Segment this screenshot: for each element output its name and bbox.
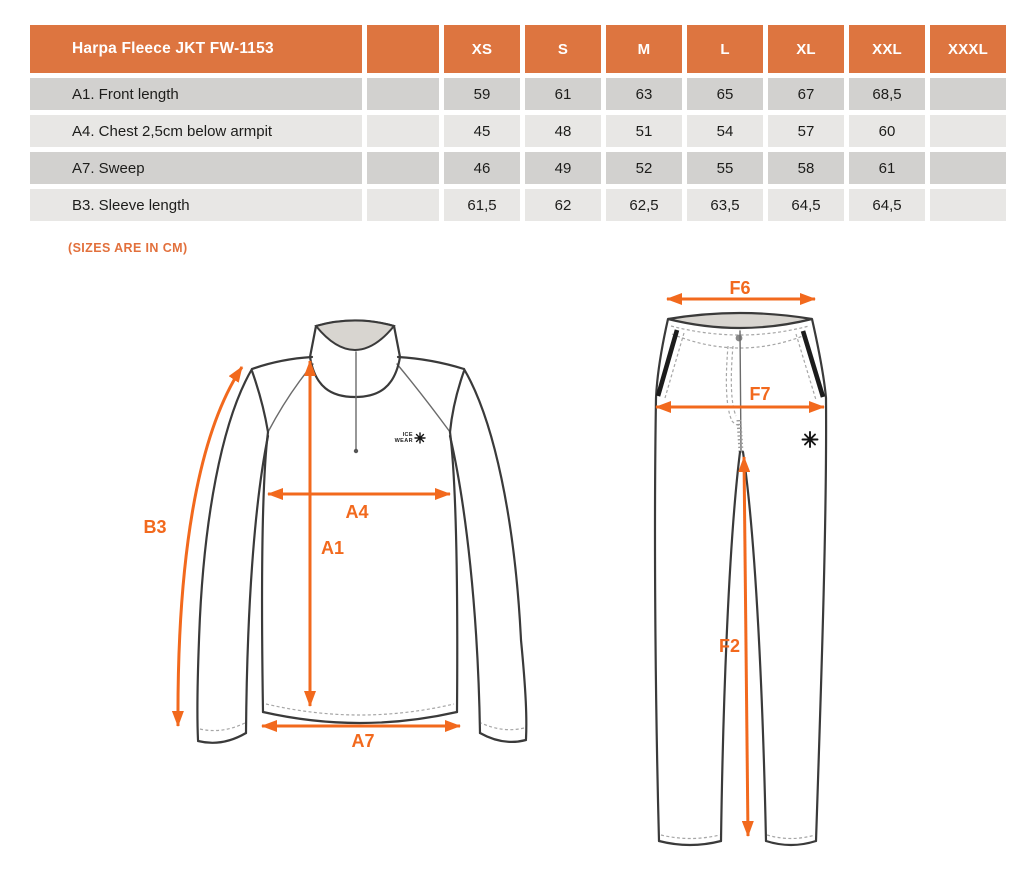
a4-label: A4 xyxy=(345,502,369,522)
size-header-l: L xyxy=(687,25,763,73)
jacket-right-cuff-stitch xyxy=(481,723,524,730)
value-cell: 46 xyxy=(444,152,520,184)
row-spacer-cell xyxy=(367,78,439,110)
jacket-left-sleeve-outer xyxy=(197,369,252,740)
size-header-xxl: XXL xyxy=(849,25,925,73)
a1-label: A1 xyxy=(321,538,345,558)
a7-label: A7 xyxy=(351,731,375,751)
pants-left-hem xyxy=(659,841,721,845)
pants-waistband-stitch-top xyxy=(671,326,809,335)
jacket-collar xyxy=(310,321,400,398)
value-cell xyxy=(930,152,1006,184)
jacket-right-cuff xyxy=(480,733,526,742)
value-cell: 57 xyxy=(768,115,844,147)
pants-fly-stitch-inner xyxy=(731,346,736,416)
value-cell: 45 xyxy=(444,115,520,147)
pants-waist-inner xyxy=(668,313,812,328)
jacket-body-left xyxy=(262,432,268,712)
jacket-left-cuff-stitch xyxy=(200,723,245,731)
value-cell: 68,5 xyxy=(849,78,925,110)
value-cell: 48 xyxy=(525,115,601,147)
jacket-right-raglan-seam xyxy=(397,364,450,432)
table-row-chest xyxy=(30,115,1006,147)
jacket-right-shoulder-seam xyxy=(398,357,464,369)
value-cell: 52 xyxy=(606,152,682,184)
table-row-front-length xyxy=(30,78,1006,110)
pants-left-outer-edge xyxy=(655,319,668,841)
size-header-xxxl: XXXL xyxy=(930,25,1006,73)
pants-button xyxy=(736,335,743,342)
pants-fly-ladder-stitch xyxy=(739,420,741,452)
value-cell: 62,5 xyxy=(606,189,682,221)
size-header-m: M xyxy=(606,25,682,73)
jacket-left-raglan-seam xyxy=(268,364,313,432)
jacket-diagram xyxy=(143,321,526,752)
jacket-left-shoulder-seam xyxy=(252,357,312,369)
brand-logo-line1: ICE xyxy=(402,432,413,438)
value-cell: 64,5 xyxy=(768,189,844,221)
value-cell: 60 xyxy=(849,115,925,147)
pants-right-outer-edge xyxy=(812,319,826,841)
pants-right-hem-stitch xyxy=(767,835,815,839)
f2-inseam-arrow xyxy=(744,457,748,836)
pants-right-inner-edge xyxy=(743,452,766,841)
pants-center-front-line xyxy=(740,331,741,452)
jacket-zipper-pull xyxy=(354,449,358,453)
row-label: B3. Sleeve length xyxy=(30,189,362,221)
row-spacer-cell xyxy=(367,152,439,184)
f6-label: F6 xyxy=(729,278,751,298)
value-cell: 61 xyxy=(849,152,925,184)
f7-label: F7 xyxy=(749,384,771,404)
size-header-s: S xyxy=(525,25,601,73)
pants-snowflake-icon xyxy=(803,432,818,447)
pants-right-pocket-stitch xyxy=(796,334,816,400)
table-row-sweep xyxy=(30,152,1006,184)
value-cell: 63 xyxy=(606,78,682,110)
value-cell xyxy=(930,115,1006,147)
f2-label: F2 xyxy=(718,636,740,656)
value-cell: 51 xyxy=(606,115,682,147)
jacket-right-sleeve-outer xyxy=(464,369,526,739)
value-cell: 65 xyxy=(687,78,763,110)
jacket-left-yoke-seam xyxy=(252,371,268,432)
value-cell: 58 xyxy=(768,152,844,184)
value-cell: 61,5 xyxy=(444,189,520,221)
b3-label: B3 xyxy=(143,517,167,537)
row-label: A4. Chest 2,5cm below armpit xyxy=(30,115,362,147)
b3-sleeve-arrow xyxy=(178,367,242,726)
value-cell xyxy=(930,78,1006,110)
row-spacer-cell xyxy=(367,189,439,221)
header-spacer-cell xyxy=(367,25,439,73)
size-chart-table xyxy=(25,20,1011,226)
pants-right-hem xyxy=(766,841,816,845)
jacket-right-sleeve-inner xyxy=(450,436,480,733)
jacket-collar-inner xyxy=(316,321,394,351)
value-cell: 61 xyxy=(525,78,601,110)
value-cell: 54 xyxy=(687,115,763,147)
jacket-hem xyxy=(263,712,457,723)
row-spacer-cell xyxy=(367,115,439,147)
jacket-left-cuff xyxy=(198,733,246,743)
pants-fly-stitch-outer xyxy=(726,346,741,425)
table-row-sleeve-length xyxy=(30,189,1006,221)
sizes-unit-note: (SIZES ARE IN CM) xyxy=(68,241,188,255)
table-header-row xyxy=(30,25,1006,73)
jacket-body-right xyxy=(450,432,457,712)
pants-diagram xyxy=(655,278,826,845)
size-header-xl: XL xyxy=(768,25,844,73)
brand-logo-line2: WEAR xyxy=(394,438,413,444)
value-cell: 67 xyxy=(768,78,844,110)
pants-right-pocket xyxy=(803,331,823,397)
pants-waistband-stitch-bottom xyxy=(672,334,808,348)
jacket-left-sleeve-inner xyxy=(246,436,268,733)
value-cell: 59 xyxy=(444,78,520,110)
value-cell: 49 xyxy=(525,152,601,184)
row-label: A1. Front length xyxy=(30,78,362,110)
brand-snowflake-icon xyxy=(415,433,425,443)
product-title: Harpa Fleece JKT FW-1153 xyxy=(30,25,362,73)
value-cell: 62 xyxy=(525,189,601,221)
row-label: A7. Sweep xyxy=(30,152,362,184)
size-header-xs: XS xyxy=(444,25,520,73)
pants-left-hem-stitch xyxy=(661,835,720,839)
value-cell: 64,5 xyxy=(849,189,925,221)
pants-left-inner-edge xyxy=(718,452,740,841)
jacket-right-yoke-seam xyxy=(450,371,464,432)
jacket-hem-stitch xyxy=(266,704,454,715)
pants-left-pocket xyxy=(658,330,677,396)
pants-left-pocket-stitch xyxy=(665,333,684,398)
value-cell: 63,5 xyxy=(687,189,763,221)
value-cell: 55 xyxy=(687,152,763,184)
value-cell xyxy=(930,189,1006,221)
